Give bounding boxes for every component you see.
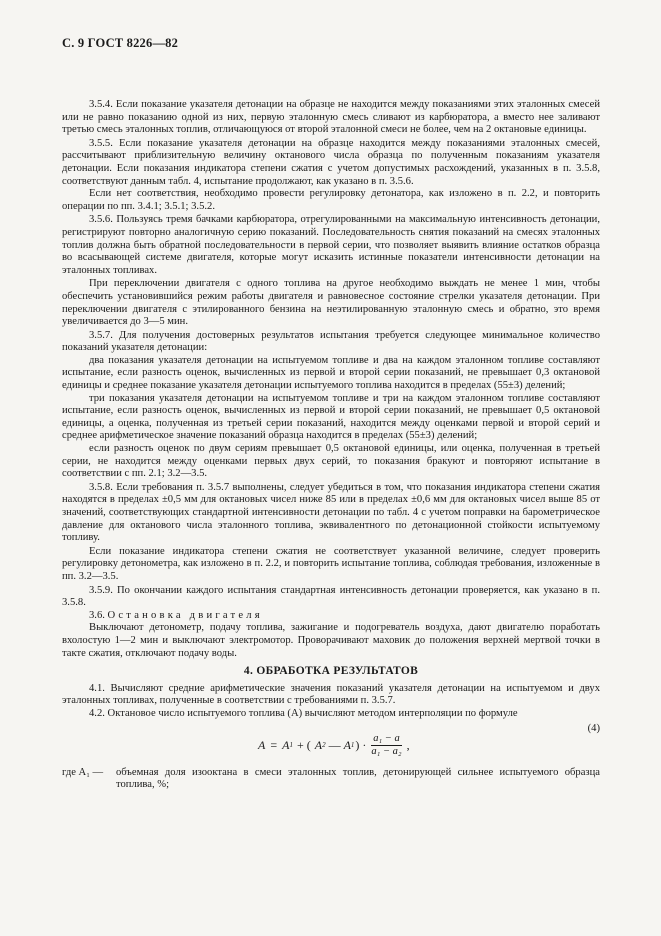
formula-eq: = [270,737,278,752]
formula-sub: 1 [350,740,355,749]
formula-block [62,723,600,765]
paragraph: При переключении двигателя с одного топлива на другое необходимо выждать не менее 1 мин, чтобы обеспечить установившийся режим работы двигателя и равновесное состояние стрелки указателя детонации. При переключении двигателя с этилированного бензина на неэтилированную эталонную смесь и обратно, это время увеличивается до 3—5 мин. [62,278,600,328]
equation-number: (4) [587,722,600,734]
subsection-title: Остановка двигателя [107,609,263,621]
formula-term: A [282,737,290,752]
paragraph-3-5-8: 3.5.8. Если требования п. 3.5.7 выполнены, следует убедиться в том, что показания индикатора степени сжатия находятся в пределах ±0,5 мм для октановых чисел ниже 85 или в пределах ±0,6 мм для октановых чисел выше 85 от значений, соответствующих стандартной интенсивности детонации по табл. 4 с учетом поправки на барометрическое давление для октанового числа эталонного топлива, эквивалентного по детонационной стойкости испытуемому топливу. [62,481,600,544]
paragraph-3-5-9: 3.5.9. По окончании каждого испытания стандартная интенсивность детонации проверяется, как указано в п. 3.5.8. [62,584,600,609]
paragraph-3-5-6: 3.5.6. Пользуясь тремя бачками карбюратора, отрегулированными на максимальную интенсивность детонации, регистрируют повторно аналогичную серию показаний. Последовательность снятия показаний на смесях эталонных топлив должна быть обратной последовательности в первой серии, что позволяет выявить влияние остатков образца во всасывающей системе двигателя, которые могут исказить истинные показатели интенсивности детонации на эталонных топливах. [62,214,600,276]
page-header: С. 9 ГОСТ 8226—82 [62,36,179,50]
formula-comma: , [406,737,410,752]
section-heading: 4. ОБРАБОТКА РЕЗУЛЬТАТОВ [243,665,419,678]
formula-op: — [325,737,344,752]
paragraph-3-5-7: 3.5.7. Для получения достоверных результатов испытания требуется следующее минимальное количество показаний указателя детонации: [62,329,600,354]
where-symbol: где A₁ — [62,766,104,778]
paragraph-4-1: 4.1. Вычисляют средние арифметические значения показаний указателя детонации на испытуемом и двух эталонных топливах, полученные в соответствии с требованиями п. 3.5.7. [62,682,600,707]
formula-fraction [369,733,403,758]
list-item: три показания указателя детонации на испытуемом топливе и три на каждом эталонном топливе составляют испытание, если разность оценок, вычисленных из первой и второй серии показаний, не превышает 0,5 октановой единицы, а оценка, полученная из третьей серии показаний, находится между оценками первой и второй серий и среднее арифметическое значение показаний образца находится в пределах (55±3) делений; [62,392,600,442]
paragraph-3-5-4: 3.5.4. Если показание указателя детонации на образце не находится между показаниями этих эталонных смесей или не равно показанию одной из них, первую эталонную смесь сливают из карбюратора, а вместо нее заливают третью смесь эталонных топлив, отличающуюся от второй эталонной смеси не более, чем на 2 октановые единицы. [62,99,600,136]
subsection-number: 3.6. [89,609,105,621]
formula-sub: 2 [322,740,326,749]
list-item: если разность оценок по двум сериям превышает 0,5 октановой единицы, или оценка, полученная в третьей серии, не находится между оценками первых двух серий, то показания бракуют и повторяют испытание в соответствии с пп. 2.1; 3.2—3.5. [62,443,600,480]
formula-op: + ( [296,737,311,752]
paragraph: Если показание индикатора степени сжатия не соответствует указанной величине, следует проверить регулировку детонометра, как изложено в п. 2.2, и повторить испытание топлива, соблюдая требования, изложенные в пп. 3.2—3.5. [62,545,600,582]
where-clause [62,767,600,792]
formula-sub: 1 [289,740,293,749]
formula-op: ) · [355,737,367,752]
subsection-heading [62,610,600,623]
paragraph-3-5-5: 3.5.5. Если показание указателя детонации на образце находится между показаниями эталонных смесей, рассчитывают приблизительную величину октанового числа образца по полученным показаниям указателя детонации. Если показания индикатора степени сжатия с учетом допустимых расхождений, указанных в п. 3.5.8, соответствуют данным табл. 4, испытание продолжают, как указано в п. 3.5.6. [62,137,600,187]
paragraph-stop: Выключают детонометр, подачу топлива, зажигание и подогреватель воздуха, дают двигателю поработать вхолостую 1—2 мин и выключают электромотор. Проворачивают маховик до положения верхней мертвой точки в такте сжатия, отключают подачу воды. [62,622,600,659]
formula-lhs: A [258,737,266,752]
document-body [62,99,600,792]
paragraph: Если нет соответствия, необходимо провести регулировку детонатора, как изложено в п. 2.2, и повторить операции по пп. 3.4.1; 3.5.1; 3.5.2. [62,188,600,212]
formula-term: A [314,737,323,752]
paragraph-4-2: 4.2. Октановое число испытуемого топлива (А) вычисляют методом интерполяции по формуле [89,707,518,719]
formula-expression [258,733,410,758]
formula-term: A [343,737,351,752]
fraction-numerator: a₁ − a [373,732,400,744]
where-definition: объемная доля изооктана в смеси эталонных топлив, детонирующей сильнее испытуемого образца топлива, %; [116,766,600,791]
fraction-denominator: a₁ − a₂ [371,745,402,757]
list-item: два показания указателя детонации на испытуемом топливе и два на каждом эталонном топливе составляют испытание, если разность оценок, вычисленных из первой и второй серии показаний, не превышает 0,3 октановой единицы и среднее показание указателя детонации испытуемого топлива находится в пределах (55±3) делений; [62,354,600,392]
